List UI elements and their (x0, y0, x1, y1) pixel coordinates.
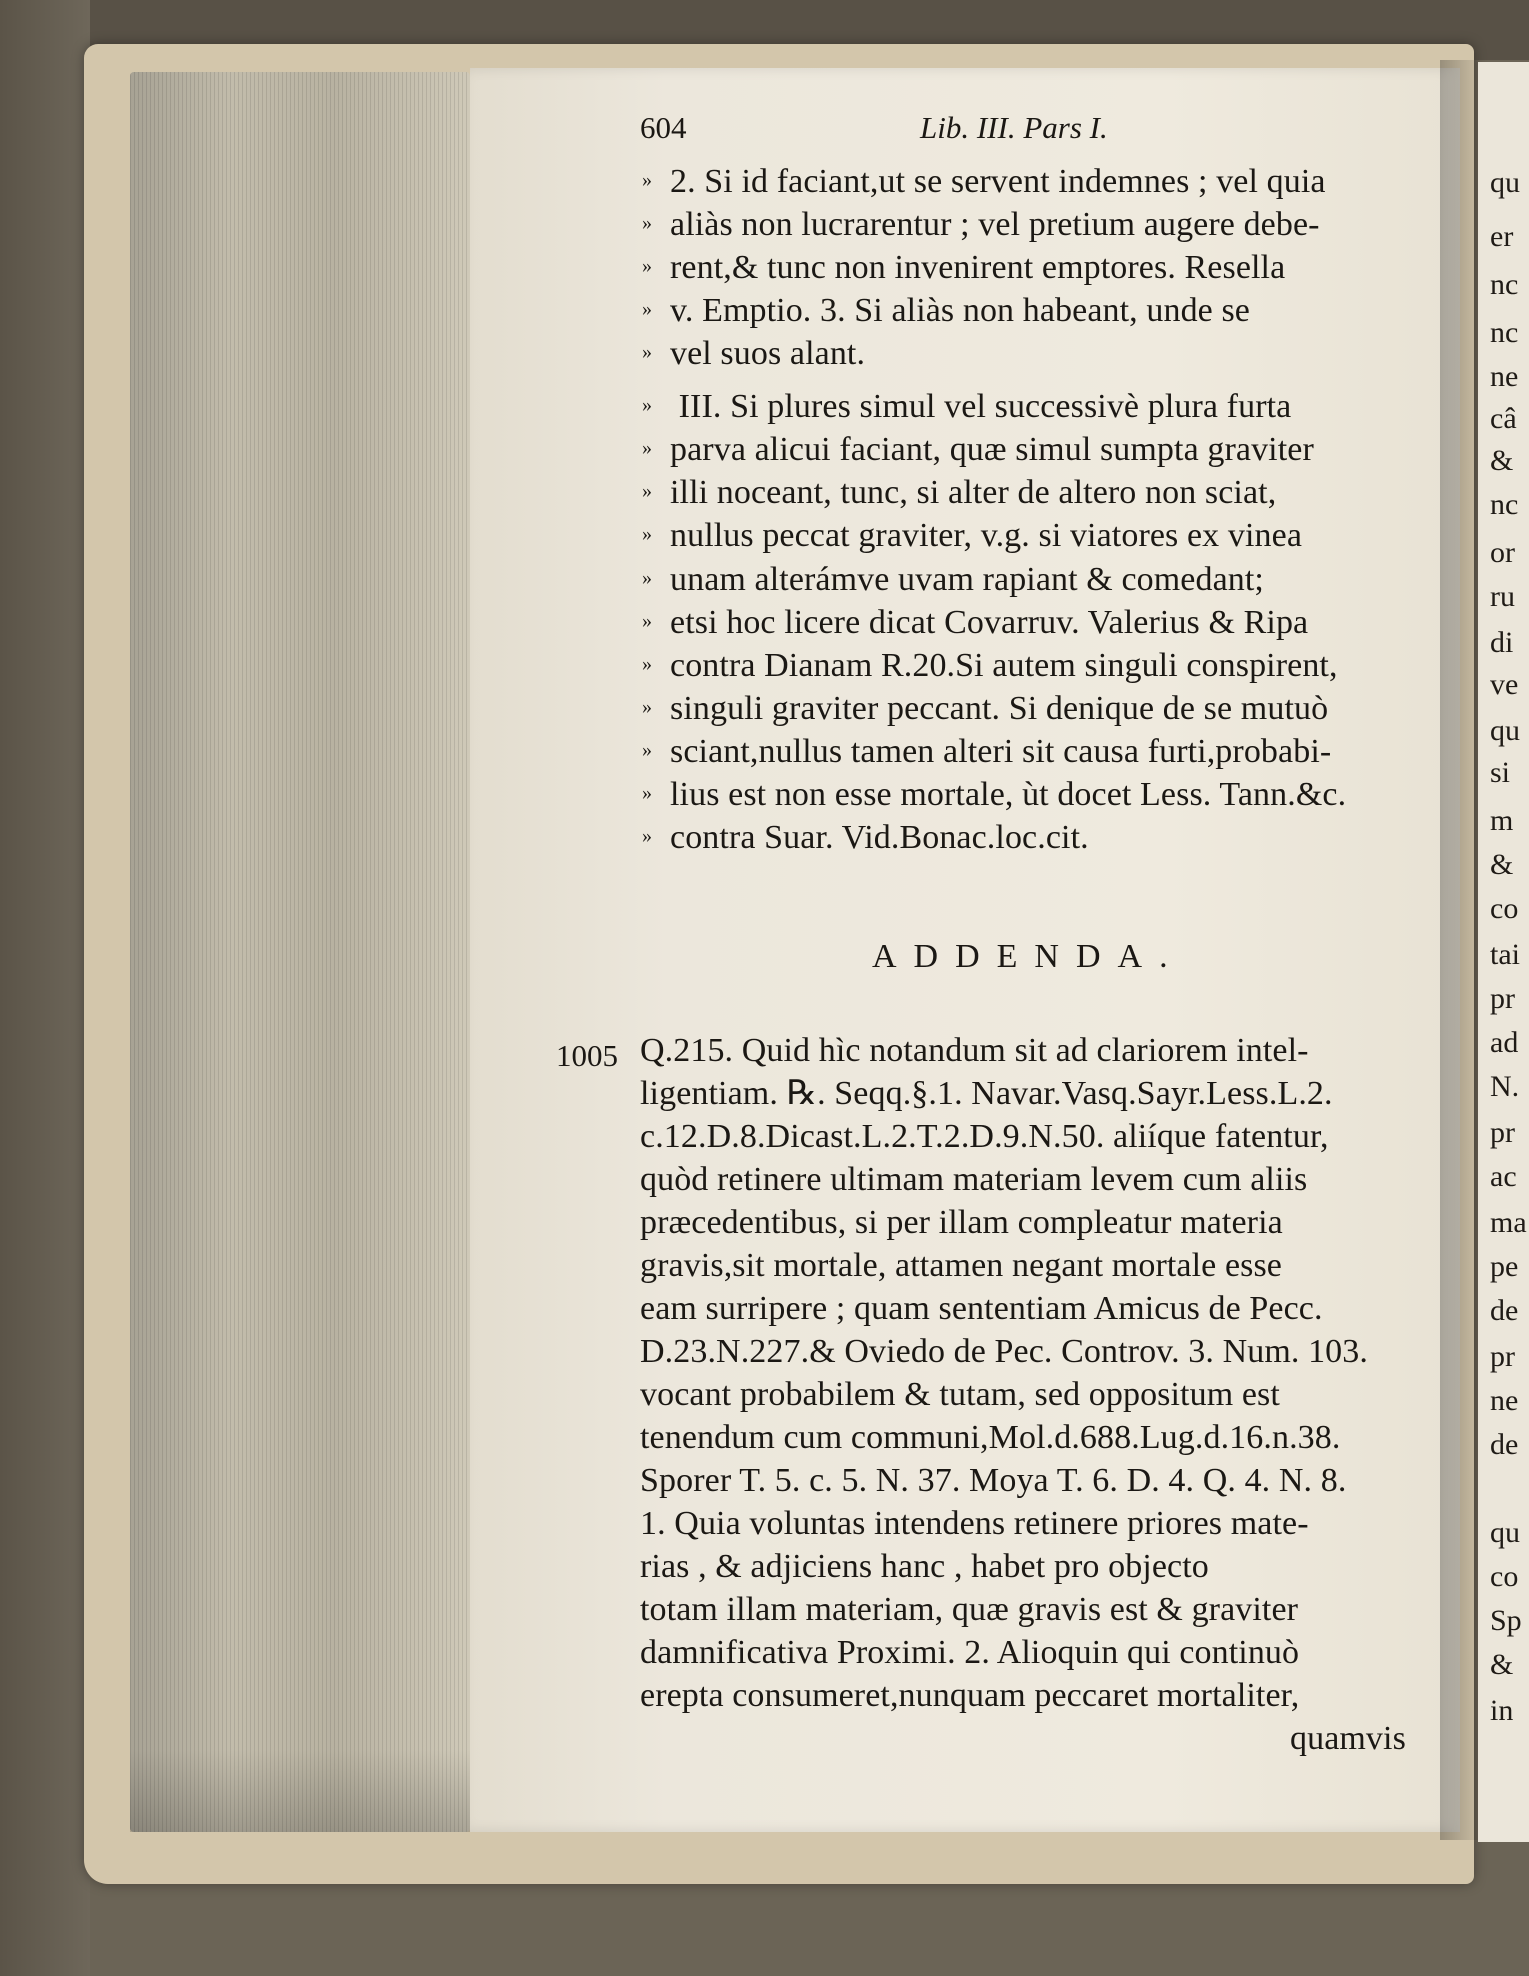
quote-marker: » (642, 567, 653, 589)
fragment: or (1490, 536, 1515, 569)
line-text: 2. Si id faciant,ut se servent indemnes ; vel quia (670, 163, 1326, 200)
text-line: damnificativa Proximi. 2. Alioquin qui continuò (640, 1634, 1300, 1671)
fragment: ru (1490, 580, 1515, 613)
fragment: de (1490, 1428, 1519, 1461)
fragment: & (1490, 848, 1514, 881)
fragment: & (1490, 444, 1514, 477)
fragment: ma (1490, 1206, 1527, 1239)
quote-marker: » (642, 782, 653, 804)
text-line (642, 476, 1276, 510)
text-line (642, 649, 1338, 683)
quote-marker: » (642, 169, 653, 191)
catchword: quamvis (1290, 1720, 1406, 1757)
text-line: 1. Quia voluntas intendens retinere priores mate- (640, 1505, 1309, 1542)
fragment: si (1490, 756, 1511, 789)
quote-marker: » (642, 696, 653, 718)
line-text: illi noceant, tunc, si alter de altero non sciat, (670, 474, 1277, 511)
fragment: ac (1490, 1160, 1517, 1193)
line-text: contra Dianam R.20.Si autem singuli conspirent, (670, 647, 1338, 684)
page-number: 604 (640, 110, 687, 145)
book-gutter (1440, 60, 1478, 1840)
text-line: D.23.N.227.& Oviedo de Pec. Controv. 3. Num. 103. (640, 1333, 1368, 1370)
text-line: Q.215. Quid hìc notandum sit ad clariorem intel- (640, 1032, 1309, 1069)
running-title: Lib. III. Pars I. (920, 110, 1108, 145)
text-line (642, 778, 1346, 812)
fragment: co (1490, 1560, 1519, 1593)
fragment: nc (1490, 488, 1519, 521)
fragment: de (1490, 1294, 1519, 1327)
text-line (642, 735, 1331, 769)
fragment: Sp (1490, 1604, 1522, 1637)
fragment: N. (1490, 1070, 1520, 1103)
text-line (642, 337, 865, 371)
text-line: gravis,sit mortale, attamen negant mortale esse (640, 1247, 1282, 1284)
fragment: câ (1490, 402, 1517, 435)
line-text: parva alicui faciant, quæ simul sumpta graviter (670, 431, 1314, 468)
fragment: m (1490, 804, 1514, 837)
line-text: aliàs non lucrarentur ; vel pretium augere debe- (670, 206, 1320, 243)
text-line (642, 294, 1250, 328)
page-edges-shadow (130, 1750, 470, 1832)
fragment: qu (1490, 714, 1520, 747)
text-line: Sporer T. 5. c. 5. N. 37. Moya T. 6. D. 4. Q. 4. N. 8. (640, 1462, 1347, 1499)
line-text: sciant,nullus tamen alteri sit causa furti,probabi- (670, 733, 1332, 770)
quote-marker: » (642, 825, 653, 847)
page-edges (130, 72, 470, 1832)
text-line (642, 390, 1291, 424)
quote-marker: » (642, 739, 653, 761)
quote-marker: » (642, 394, 653, 416)
text-line: eam surripere ; quam sententiam Amicus de Pecc. (640, 1290, 1323, 1327)
text-line (642, 692, 1328, 726)
text-line (642, 606, 1308, 640)
fragment: nc (1490, 316, 1519, 349)
quote-marker: » (642, 255, 653, 277)
addenda-heading: ADDENDA. (872, 938, 1185, 975)
text-line: tenendum cum communi,Mol.d.688.Lug.d.16.n.38. (640, 1419, 1341, 1456)
text-line: vocant probabilem & tutam, sed oppositum est (640, 1376, 1280, 1413)
line-text: singuli graviter peccant. Si denique de se mutuò (670, 690, 1329, 727)
text-line: quòd retinere ultimam materiam levem cum aliis (640, 1161, 1308, 1198)
fragment: er (1490, 220, 1514, 253)
fragment: ad (1490, 1026, 1519, 1059)
line-text: III. Si plures simul vel successivè plura furta (670, 388, 1292, 425)
fragment: pr (1490, 1340, 1515, 1373)
text-line (642, 821, 1089, 855)
text-line: totam illam materiam, quæ gravis est & graviter (640, 1591, 1299, 1628)
quote-marker: » (642, 437, 653, 459)
text-line: præcedentibus, si per illam compleatur materia (640, 1204, 1283, 1241)
fragment: ve (1490, 668, 1519, 701)
quote-marker: » (642, 298, 653, 320)
line-text: v. Emptio. 3. Si aliàs non habeant, unde se (670, 292, 1250, 329)
fragment: ne (1490, 1384, 1519, 1417)
quote-marker: » (642, 523, 653, 545)
line-text: rent,& tunc non invenirent emptores. Resella (670, 249, 1286, 286)
quote-marker: » (642, 610, 653, 632)
text-line (642, 165, 1326, 199)
fragment: ne (1490, 360, 1519, 393)
text-line (642, 208, 1320, 242)
fragment: & (1490, 1648, 1514, 1681)
line-text: unam alterámve uvam rapiant & comedant; (670, 561, 1264, 598)
fragment: nc (1490, 268, 1519, 301)
fragment: pr (1490, 1116, 1515, 1149)
fragment: qu (1490, 166, 1520, 199)
fragment: qu (1490, 1516, 1520, 1549)
text-line (642, 563, 1264, 597)
quote-marker: » (642, 653, 653, 675)
quote-marker: » (642, 341, 653, 363)
fragment: pr (1490, 982, 1515, 1015)
fragment: co (1490, 892, 1519, 925)
fragment: di (1490, 626, 1514, 659)
text-line (642, 251, 1285, 285)
text-line (642, 433, 1314, 467)
quote-marker: » (642, 480, 653, 502)
background-left (0, 0, 90, 1976)
line-text: nullus peccat graviter, v.g. si viatores ex vinea (670, 517, 1303, 554)
line-text: vel suos alant. (670, 335, 866, 372)
text-line: erepta consumeret,nunquam peccaret mortaliter, (640, 1677, 1300, 1714)
quote-marker: » (642, 212, 653, 234)
text-line (642, 519, 1302, 553)
fragment: tai (1490, 938, 1520, 971)
text-line: c.12.D.8.Dicast.L.2.T.2.D.9.N.50. aliíque fatentur, (640, 1118, 1329, 1155)
line-text: lius est non esse mortale, ùt docet Less. Tann.&c. (670, 776, 1347, 813)
fragment: pe (1490, 1250, 1519, 1283)
line-text: contra Suar. Vid.Bonac.loc.cit. (670, 819, 1089, 856)
text-line: rias , & adjiciens hanc , habet pro objecto (640, 1548, 1209, 1585)
fragment: in (1490, 1694, 1514, 1727)
line-text: etsi hoc licere dicat Covarruv. Valerius & Ripa (670, 604, 1309, 641)
text-line: ligentiam. ℞. Seqq.§.1. Navar.Vasq.Sayr.Less.L.2. (640, 1075, 1333, 1112)
margin-number: 1005 (556, 1038, 618, 1073)
